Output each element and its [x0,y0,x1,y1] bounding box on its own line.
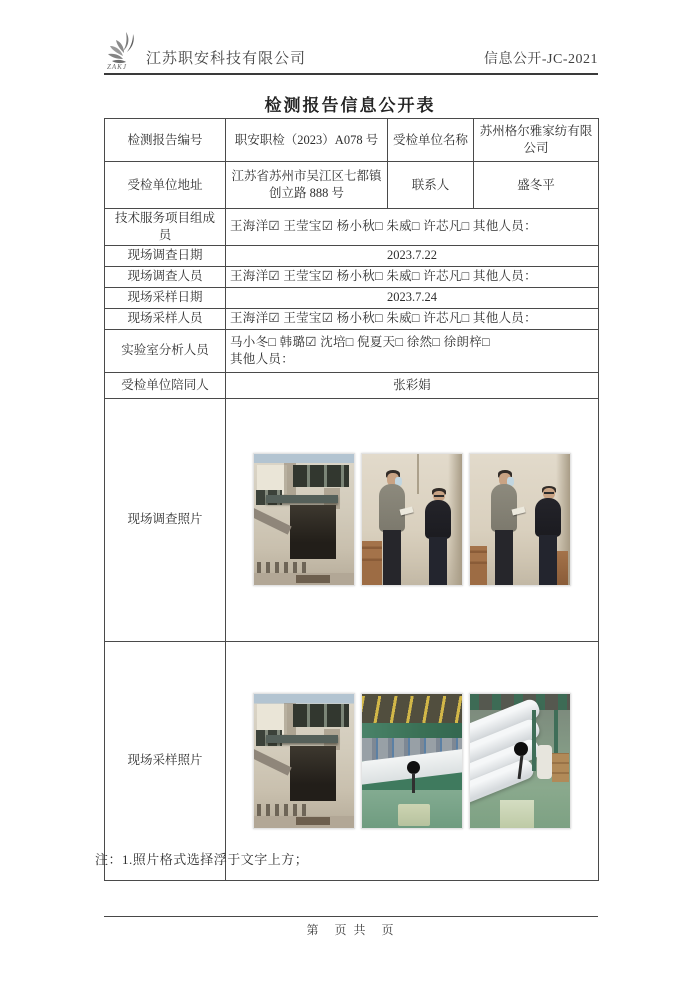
survey-staff-label: 现场调查人员 [105,266,226,287]
sound-meter-windscreen [514,742,528,756]
sampling-date-label: 现场采样日期 [105,287,226,308]
team-label: 技术服务项目组成员 [105,209,226,246]
sampling-staff-label: 现场采样人员 [105,308,226,329]
wooden-chair [470,546,487,585]
team-checkbox-list: 王海洋☑ 王莹宝☑ 杨小秋□ 朱威□ 许芯凡□ 其他人员： [226,209,599,246]
building-doormat [296,817,330,825]
glasses [544,492,555,494]
brand [104,30,306,70]
sound-meter-stand [412,773,415,793]
survey-photos-label: 现场调查照片 [105,398,226,641]
green-post [532,710,536,772]
person-inspector [376,470,408,585]
unit-name-value: 苏州格尔雅家纺有限公司 [474,119,599,162]
building-stairs [253,747,292,776]
glasses [434,495,445,497]
company-logo-icon [104,30,144,70]
contact-label: 联系人 [388,162,474,209]
sound-meter-windscreen [407,761,420,774]
table-row [105,287,599,308]
trousers [429,537,447,585]
sound-meter-base [398,804,430,827]
table-row [105,266,599,287]
clipboard-paper [512,507,526,516]
survey-photo-strip [230,453,594,586]
table-row [105,398,599,641]
document-code: 信息公开-JC-2021 [483,52,598,67]
building-doorway [290,505,336,559]
table-row [105,209,599,246]
logo-caption: ZAKJ [107,63,127,71]
yellow-beams [362,696,462,723]
page-title: 检测报告信息公开表 [264,96,436,115]
form-table [104,118,599,881]
lab-staff-cell [226,329,599,372]
escort-value: 张彩娟 [226,372,599,398]
sampling-photo-strip [230,693,594,829]
letterhead [104,30,598,75]
survey-date-value: 2023.7.22 [226,245,599,266]
survey-photos-cell [226,398,599,641]
building-awning [266,495,338,503]
table-row [105,162,599,209]
footer-divider [104,916,598,917]
escort-label: 受检单位陪同人 [105,372,226,398]
photo-building-exterior [253,453,355,586]
building-awning [266,735,338,743]
black-tshirt [425,500,452,539]
lab-staff-others: 其他人员： [230,351,295,366]
sampling-photos-label: 现场采样照片 [105,641,226,880]
table-row [105,308,599,329]
page-number-text: 第 页 共 页 [306,923,396,937]
table-row [105,119,599,162]
letterhead-row [104,30,598,75]
unit-name-label: 受检单位名称 [388,119,474,162]
wall-crack [417,454,419,493]
trousers [495,530,513,585]
unit-address-label: 受检单位地址 [105,162,226,209]
building-doorway [290,746,336,801]
table-row [105,329,599,372]
photo-weaving-workshop [361,693,463,829]
lab-staff-checkbox-list: 马小冬□ 韩璐☑ 沈培□ 倪夏天□ 徐然□ 徐朗梓□ [230,334,490,349]
lab-staff-label: 实验室分析人员 [105,329,226,372]
photo-interview-2 [469,453,571,586]
person-worker [422,488,454,585]
building-windows [293,465,349,487]
survey-date-label: 现场调查日期 [105,245,226,266]
table-row [105,372,599,398]
sampling-photos-cell [226,641,599,880]
form-table-wrap [104,118,599,881]
report-no-value: 职安职检（2023）A078 号 [226,119,388,162]
black-tshirt [535,498,562,538]
sampling-staff-checkbox-list: 王海洋☑ 王莹宝☑ 杨小秋□ 朱威□ 许芯凡□ 其他人员： [226,308,599,329]
report-no-label: 检测报告编号 [105,119,226,162]
trousers [383,530,401,585]
photo-interview-1 [361,453,463,586]
table-row [105,245,599,266]
sampling-date-value: 2023.7.24 [226,287,599,308]
clipboard-paper [400,507,414,516]
white-bundle [537,745,552,780]
cardboard-boxes [552,753,569,782]
building-stairs [253,506,292,534]
survey-staff-checkbox-list: 王海洋☑ 王莹宝☑ 杨小秋□ 朱威□ 许芯凡□ 其他人员： [226,266,599,287]
photo-fabric-rolls-aisle [469,693,571,829]
contact-value: 盛冬平 [474,162,599,209]
company-name: 江苏职安科技有限公司 [146,51,307,67]
person-inspector [488,470,520,585]
unit-address-value: 江苏省苏州市吴江区七都镇创立路 888 号 [226,162,388,209]
building-windows [293,704,349,727]
trousers [539,535,557,585]
person-worker [532,486,564,586]
photo-building-exterior [253,693,355,829]
table-row [105,641,599,880]
sound-meter-base [500,800,534,828]
building-doormat [296,575,330,583]
footnote: 注：1.照片格式选择浮于文字上方； [95,852,309,867]
